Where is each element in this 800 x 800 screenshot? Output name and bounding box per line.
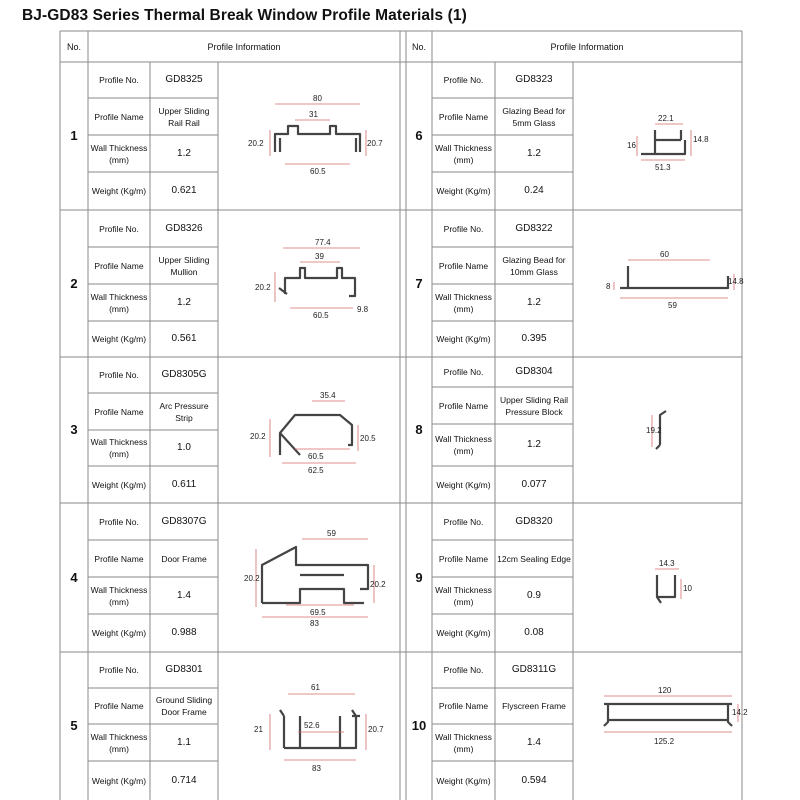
profile-diagram-gd8305g bbox=[240, 385, 380, 485]
wall-thickness-value: 1.2 bbox=[177, 296, 191, 308]
label-profile-name: Profile Name bbox=[438, 111, 489, 122]
wall-thickness-value: 1.2 bbox=[527, 439, 541, 450]
profile-code: GD8311G bbox=[511, 664, 557, 675]
profile-name: Arc Pressure Strip bbox=[159, 400, 209, 423]
profile-diagram-gd8323 bbox=[615, 100, 725, 190]
label-profile-no: Profile No. bbox=[443, 223, 484, 234]
profile-name: Glazing Bead for 10mm Glass bbox=[502, 254, 566, 277]
dim-label: 19.2 bbox=[646, 426, 662, 435]
dim-label: 120 bbox=[658, 686, 672, 695]
label-profile-no: Profile No. bbox=[443, 665, 484, 675]
label-wall-thickness: Wall Thickness (mm) bbox=[435, 434, 492, 456]
row-number: 8 bbox=[415, 422, 423, 437]
dim-label: 20.2 bbox=[250, 432, 266, 441]
weight-value: 0.077 bbox=[521, 478, 547, 490]
dim-label: 83 bbox=[310, 619, 319, 628]
dim-label: 51.3 bbox=[655, 163, 671, 172]
label-profile-no: Profile No. bbox=[99, 516, 139, 527]
dim-label: 20.2 bbox=[255, 283, 271, 292]
header-info-right: Profile Information bbox=[550, 41, 624, 52]
dim-label: 31 bbox=[309, 110, 318, 119]
header-no-left: No. bbox=[66, 41, 81, 52]
label-wall-thickness: Wall Thickness (mm) bbox=[435, 291, 492, 314]
wall-thickness-value: 1.2 bbox=[527, 147, 541, 159]
row-number: 6 bbox=[415, 128, 423, 143]
weight-value: 0.24 bbox=[524, 185, 544, 196]
dim-label: 77.4 bbox=[315, 238, 331, 247]
label-weight: Weight (Kg/m) bbox=[91, 479, 147, 490]
row-number: 9 bbox=[415, 569, 423, 585]
label-profile-name: Profile Name bbox=[438, 553, 489, 564]
profile-diagram-gd8311g bbox=[592, 682, 748, 767]
wall-thickness-value: 1.4 bbox=[177, 589, 191, 601]
profile-name: Door Frame bbox=[161, 553, 207, 564]
dim-label: 59 bbox=[327, 529, 336, 538]
row-number: 1 bbox=[70, 128, 78, 143]
profile-diagram-gd8307g bbox=[240, 525, 385, 635]
label-wall-thickness: Wall Thickness (mm) bbox=[435, 731, 492, 754]
profile-diagram-gd8301 bbox=[240, 676, 385, 781]
row-number: 5 bbox=[70, 718, 78, 733]
weight-value: 0.621 bbox=[171, 185, 197, 196]
label-weight: Weight (Kg/m) bbox=[436, 628, 491, 638]
dim-label: 35.4 bbox=[320, 391, 336, 400]
dim-label: 14.8 bbox=[693, 135, 709, 144]
wall-thickness-value: 1.2 bbox=[527, 296, 541, 308]
profile-name: Upper Sliding Rail Pressure Block bbox=[499, 394, 569, 417]
dim-label: 16 bbox=[627, 141, 636, 150]
label-weight: Weight (Kg/m) bbox=[91, 186, 147, 196]
profile-diagram-gd8320 bbox=[635, 555, 705, 620]
profile-name: Flyscreen Frame bbox=[502, 701, 566, 711]
profile-name: Ground Sliding Door Frame bbox=[155, 695, 213, 717]
profile-code: GD8326 bbox=[165, 222, 203, 234]
label-profile-no: Profile No. bbox=[99, 223, 139, 234]
label-wall-thickness: Wall Thickness (mm) bbox=[90, 731, 148, 754]
weight-value: 0.714 bbox=[171, 774, 197, 786]
profile-diagram-gd8326 bbox=[245, 236, 385, 336]
header-info-left: Profile Information bbox=[207, 41, 281, 52]
label-profile-no: Profile No. bbox=[99, 370, 139, 380]
dim-label: 60.5 bbox=[308, 452, 324, 461]
row-number: 2 bbox=[70, 275, 78, 291]
wall-thickness-value: 0.9 bbox=[527, 589, 541, 601]
profile-code: GD8307G bbox=[161, 515, 207, 527]
label-weight: Weight (Kg/m) bbox=[436, 334, 491, 344]
dim-label: 83 bbox=[312, 764, 321, 773]
label-wall-thickness: Wall Thickness (mm) bbox=[90, 291, 148, 314]
dim-label: 125.2 bbox=[654, 737, 675, 746]
profile-code: GD8325 bbox=[165, 74, 203, 85]
profile-diagram-gd8322 bbox=[600, 246, 744, 331]
label-profile-no: Profile No. bbox=[443, 367, 484, 377]
dim-label: 20.7 bbox=[367, 139, 383, 148]
label-wall-thickness: Wall Thickness (mm) bbox=[90, 142, 148, 165]
weight-value: 0.594 bbox=[521, 774, 547, 786]
profile-name: Glazing Bead for 5mm Glass bbox=[502, 105, 566, 128]
dim-label: 69.5 bbox=[310, 608, 326, 617]
label-wall-thickness: Wall Thickness (mm) bbox=[90, 584, 148, 607]
weight-value: 0.561 bbox=[171, 333, 197, 344]
label-profile-name: Profile Name bbox=[94, 406, 144, 417]
dim-label: 21 bbox=[254, 725, 263, 734]
dim-label: 39 bbox=[315, 252, 324, 261]
label-weight: Weight (Kg/m) bbox=[436, 479, 491, 490]
profile-code: GD8323 bbox=[515, 74, 553, 85]
dim-label: 60.5 bbox=[310, 167, 326, 176]
label-weight: Weight (Kg/m) bbox=[91, 628, 147, 638]
profile-name: 12cm Sealing Edge bbox=[497, 553, 571, 564]
dim-label: 8 bbox=[606, 282, 611, 291]
weight-value: 0.611 bbox=[171, 478, 197, 490]
label-wall-thickness: Wall Thickness (mm) bbox=[90, 437, 148, 459]
label-weight: Weight (Kg/m) bbox=[436, 775, 491, 786]
weight-value: 0.08 bbox=[524, 627, 544, 638]
profile-diagram-gd8325 bbox=[240, 90, 383, 190]
dim-label: 20.2 bbox=[244, 574, 260, 583]
dim-label: 62.5 bbox=[308, 466, 324, 475]
dim-label: 60.5 bbox=[313, 311, 329, 320]
label-profile-no: Profile No. bbox=[443, 516, 484, 527]
label-profile-no: Profile No. bbox=[99, 75, 139, 85]
dim-label: 10 bbox=[683, 584, 692, 593]
dim-label: 20.2 bbox=[370, 580, 386, 589]
wall-thickness-value: 1.0 bbox=[177, 442, 191, 453]
profile-code: GD8301 bbox=[165, 664, 203, 675]
page-title: BJ-GD83 Series Thermal Break Window Profile Materials (1) bbox=[22, 7, 467, 24]
dim-label: 52.6 bbox=[304, 721, 320, 730]
label-profile-name: Profile Name bbox=[94, 701, 144, 711]
label-profile-no: Profile No. bbox=[443, 75, 484, 85]
label-profile-no: Profile No. bbox=[99, 665, 139, 675]
dim-label: 14.8 bbox=[728, 277, 744, 286]
wall-thickness-value: 1.4 bbox=[527, 736, 541, 748]
dim-label: 60 bbox=[660, 250, 669, 259]
label-wall-thickness: Wall Thickness (mm) bbox=[435, 584, 492, 607]
dim-label: 22.1 bbox=[658, 114, 674, 123]
wall-thickness-value: 1.2 bbox=[177, 147, 191, 159]
row-number: 10 bbox=[411, 718, 427, 733]
header-no-right: No. bbox=[411, 41, 426, 52]
dim-label: 80 bbox=[313, 94, 322, 103]
row-number: 7 bbox=[415, 275, 423, 291]
dim-label: 14.3 bbox=[659, 559, 675, 568]
profile-code: GD8322 bbox=[515, 222, 553, 234]
label-profile-name: Profile Name bbox=[438, 260, 489, 271]
row-number: 4 bbox=[70, 569, 78, 585]
row-number: 3 bbox=[70, 422, 78, 437]
profile-code: GD8304 bbox=[515, 366, 553, 377]
label-weight: Weight (Kg/m) bbox=[91, 775, 147, 786]
label-weight: Weight (Kg/m) bbox=[91, 334, 147, 344]
dim-label: 20.7 bbox=[368, 725, 384, 734]
label-profile-name: Profile Name bbox=[94, 553, 144, 564]
dim-label: 9.8 bbox=[357, 305, 369, 314]
weight-value: 0.988 bbox=[171, 627, 197, 638]
weight-value: 0.395 bbox=[521, 333, 547, 344]
label-weight: Weight (Kg/m) bbox=[436, 186, 491, 196]
wall-thickness-value: 1.1 bbox=[177, 736, 191, 748]
dim-label: 14.2 bbox=[732, 708, 748, 717]
dim-label: 59 bbox=[668, 301, 677, 310]
profile-name: Upper Sliding Mullion bbox=[158, 254, 210, 277]
profile-code: GD8305G bbox=[161, 369, 207, 380]
dim-label: 61 bbox=[311, 683, 320, 692]
label-profile-name: Profile Name bbox=[94, 111, 144, 122]
label-profile-name: Profile Name bbox=[94, 260, 144, 271]
profile-name: Upper Sliding Rail Rail bbox=[158, 105, 210, 128]
label-profile-name: Profile Name bbox=[438, 400, 489, 411]
dim-label: 20.2 bbox=[248, 139, 264, 148]
dim-label: 20.5 bbox=[360, 434, 376, 443]
label-profile-name: Profile Name bbox=[438, 701, 489, 711]
label-wall-thickness: Wall Thickness (mm) bbox=[435, 142, 492, 165]
profile-code: GD8320 bbox=[515, 515, 553, 527]
profile-diagram-gd8304 bbox=[630, 405, 690, 465]
